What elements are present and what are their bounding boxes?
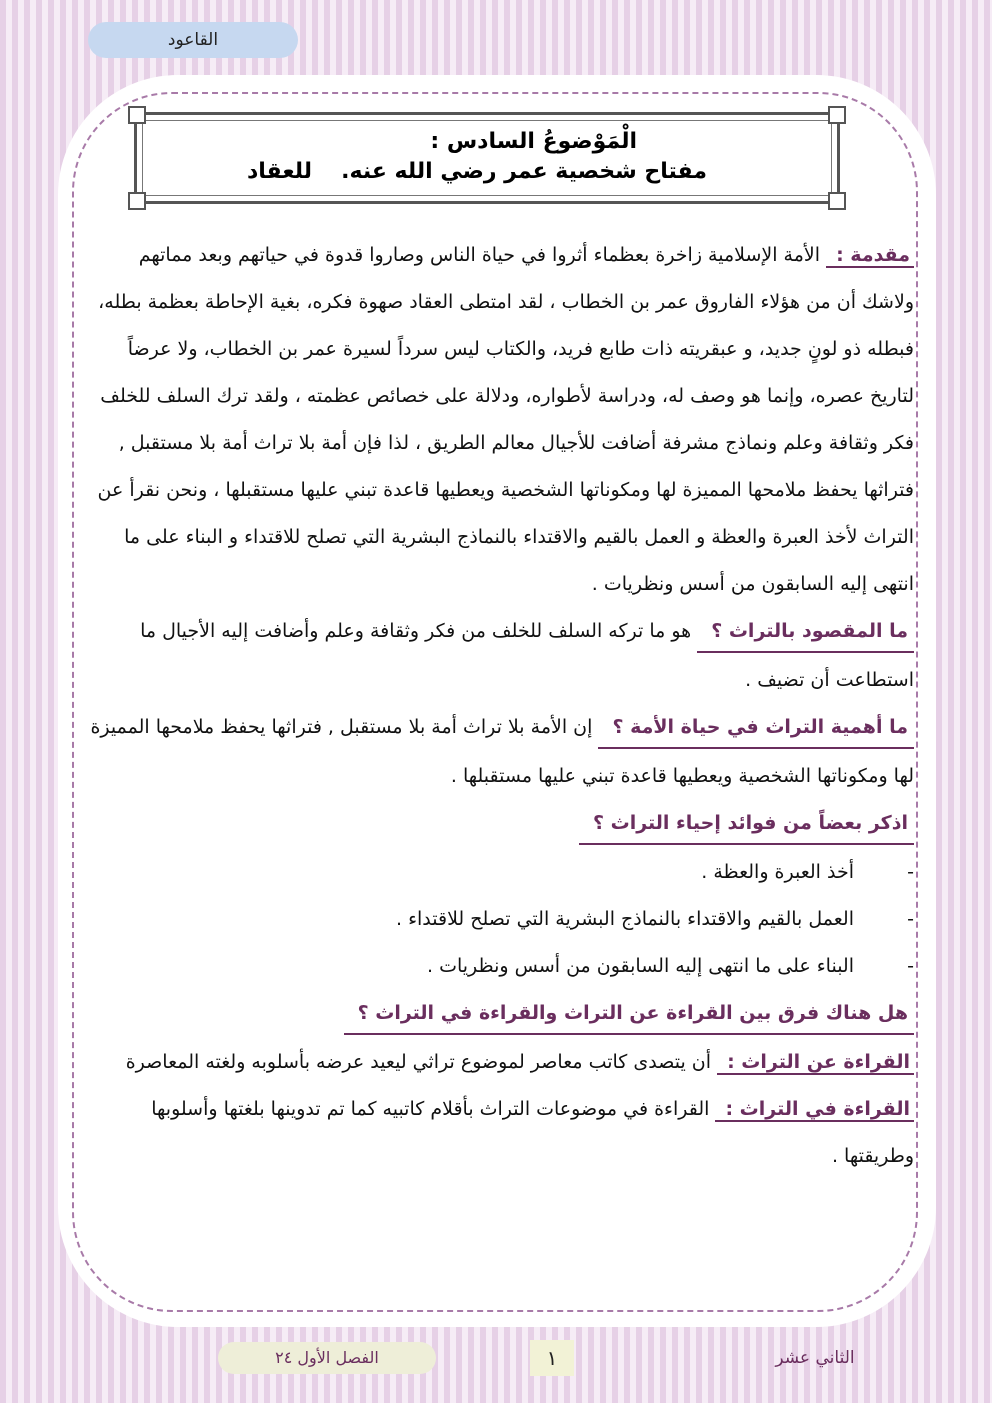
qa-item-2 [82, 704, 914, 800]
footer-term: الفصل الأول ٢٤ [218, 1342, 436, 1374]
benefits-list [82, 849, 914, 990]
dash-bullet-icon: - [907, 861, 914, 883]
list-item: - العمل بالقيم والاقتداء بالنماذج البشرية التي تصلح للاقتداء . [82, 896, 914, 943]
intro-text: الأمة الإسلامية زاخرة بعظماء أثروا في حياة الناس وصاروا قدوة في حياتهم وبعد مماتهم ولاشك أن من هؤلاء الفاروق عمر بن الخطاب ، لقد امتطى العقاد صهوة فكره، بغية الإحاطة بعظمة بطله، فبطله ذو لونٍ جديد، و عبقريته ذات طابع فريد، والكتاب ليس سرداً لسيرة عمر بن الخطاب، ولا عرضاً لتاريخ عصره، وإنما هو وصف له، ودراسة لأطواره، ودلالة على خصائص عظمته ، ولقد ترك السلف للخلف فكر وثقافة وعلم ونماذج مشرفة أضافت للأجيال معالم الطريق ، لذا فإن أمة بلا تراث أمة بلا مستقبل , فتراثها يحفظ ملامحها المميزة لها ومكوناتها الشخصية ويعطيها قاعدة تبني عليها مستقبلها ، ونحن نقرأ عن التراث لأخذ العبرة والعظة و العمل بالقيم والاقتداء بالنماذج البشرية التي تصلح للاقتداء و البناء على ما انتهى إليه السابقون من أسس ونظريات . [97, 244, 914, 595]
topic-title [247, 159, 707, 184]
dash-bullet-icon: - [907, 955, 914, 977]
topic-author: للعقاد [247, 159, 313, 184]
ornament-corner-icon [828, 106, 846, 124]
topic-title-main: مفتاح شخصية عمر رضي الله عنه. [341, 159, 707, 184]
answer-text: هو ما تركه السلف للخلف من فكر وثقافة وعلم وأضافت إليه الأجيال ما استطاعت أن تضيف . [140, 620, 914, 691]
qa-item-1 [82, 608, 914, 704]
in-text: القراءة في موضوعات التراث بأقلام كاتبيه كما تم تدوينها بلغتها وأسلوبها وطريقتها . [151, 1098, 914, 1167]
reading-in-heritage [82, 1086, 914, 1180]
question-heading: ما أهمية التراث في حياة الأمة ؟ [598, 707, 914, 749]
question-heading: ما المقصود بالتراث ؟ [697, 611, 914, 653]
question-heading: هل هناك فرق بين القراءة عن التراث والقراءة في التراث ؟ [344, 993, 914, 1035]
list-item: - البناء على ما انتهى إليه السابقون من أسس ونظريات . [82, 943, 914, 990]
intro-label: مقدمة : [826, 244, 914, 268]
intro-paragraph [82, 232, 914, 608]
answer-text: إن الأمة بلا تراث أمة بلا مستقبل , فتراثها يحفظ ملامحها المميزة لها ومكوناتها الشخصية ويعطيها قاعدة تبني عليها مستقبلها . [90, 716, 914, 787]
topic-number: الْمَوْضوعُ السادس : [430, 129, 637, 154]
author-tag: القاعود [88, 22, 298, 58]
page-number: ١ [530, 1340, 574, 1376]
question-heading: اذكر بعضاً من فوائد إحياء التراث ؟ [579, 803, 914, 845]
benefits-question [82, 800, 914, 849]
about-text: أن يتصدى كاتب معاصر لموضوع تراثي ليعيد عرضه بأسلوبه ولغته المعاصرة [125, 1051, 712, 1073]
main-content [82, 232, 914, 1180]
list-item: - أخذ العبرة والعظة . [82, 849, 914, 896]
dash-bullet-icon: - [907, 908, 914, 930]
ornament-corner-icon [828, 192, 846, 210]
difference-question [82, 990, 914, 1039]
title-box [134, 112, 840, 204]
ornament-corner-icon [128, 192, 146, 210]
about-label: القراءة عن التراث : [717, 1051, 914, 1075]
reading-about-heritage [82, 1039, 914, 1086]
ornament-corner-icon [128, 106, 146, 124]
footer-grade: الثاني عشر [775, 1348, 855, 1368]
in-label: القراءة في التراث : [715, 1098, 914, 1122]
